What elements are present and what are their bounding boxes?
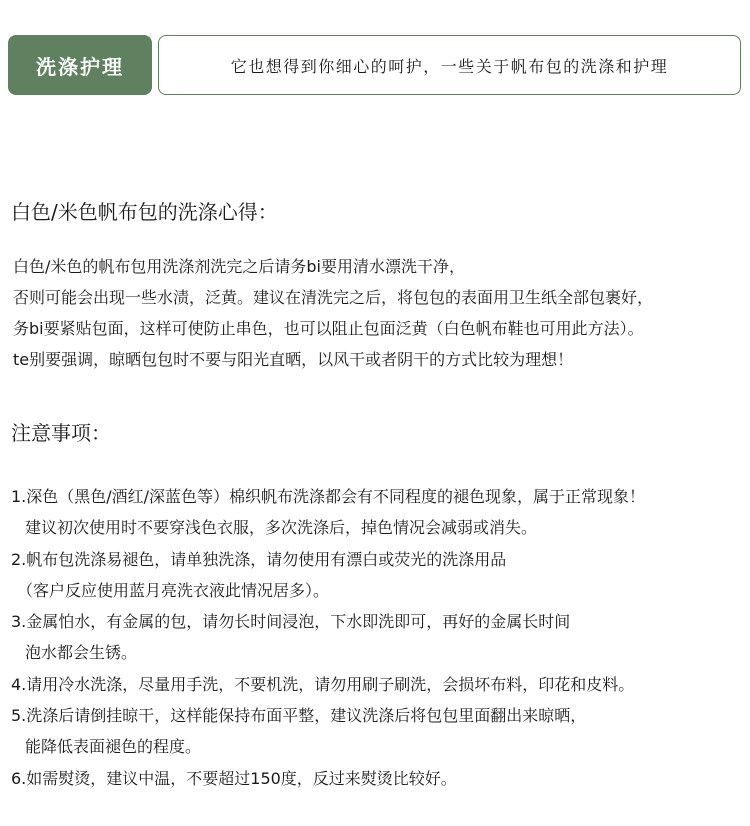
paragraph-line: 务bi要紧贴包面，这样可使防止串色，也可以阻止包面泛黄（白色帆布鞋也可用此方法）。 [13,319,644,338]
list-item: 5.洗涤后请倒挂晾干，这样能保持布面平整，建议洗涤后将包包里面翻出来晾晒， [11,706,587,726]
list-item: 1.深色（黑色/酒红/深蓝色等）棉织帆布洗涤都会有不同程度的褪色现象，属于正常现象！ [11,487,646,506]
paragraph-line: 白色/米色的帆布包用洗涤剂洗完之后请务bi要用清水漂洗干净， [13,257,465,276]
section-title-washing-tips: 白色/米色帆布包的洗涤心得： [11,200,278,224]
list-item: 2.帆布包洗涤易褪色，请单独洗涤，请勿使用有漂白或荧光的洗涤用品 [11,549,507,569]
list-item-continuation: 建议初次使用时不要穿浅色衣服，多次洗涤后，掉色情况会减弱或消失。 [25,518,538,538]
list-item-continuation: 能降低表面褪色的程度。 [25,737,202,757]
notes-list [11,481,743,794]
list-item: 4.请用冷水洗涤，尽量用手洗，不要机洗，请勿用刷子刷洗，会损坏布料，印花和皮料。 [11,674,635,694]
section-badge: 洗涤护理 [8,35,152,95]
list-item-continuation: （客户反应使用蓝月亮洗衣液此情况居多）。 [17,580,330,600]
list-item: 3.金属怕水，有金属的包，请勿长时间浸泡，下水即洗即可，再好的金属长时间 [11,612,571,632]
list-item: 6.如需熨烫，建议中温，不要超过150度，反过来熨烫比较好。 [11,768,457,788]
header [8,35,741,95]
paragraph-line: te别要强调，晾晒包包时不要与阳光直晒，以风干或者阴干的方式比较为理想！ [13,350,574,369]
tagline-box [158,35,741,95]
paragraph-line: 否则可能会出现一些水渍，泛黄。建议在清洗完之后，将包包的表面用卫生纸全部包裹好， [13,288,654,307]
tagline-text: 它也想得到你细心的呵护，一些关于帆布包的洗涤和护理 [230,56,669,76]
list-item-continuation: 泡水都会生锈。 [25,643,138,663]
section-title-notes: 注意事项： [11,421,111,445]
washing-tips-paragraph [13,251,743,375]
